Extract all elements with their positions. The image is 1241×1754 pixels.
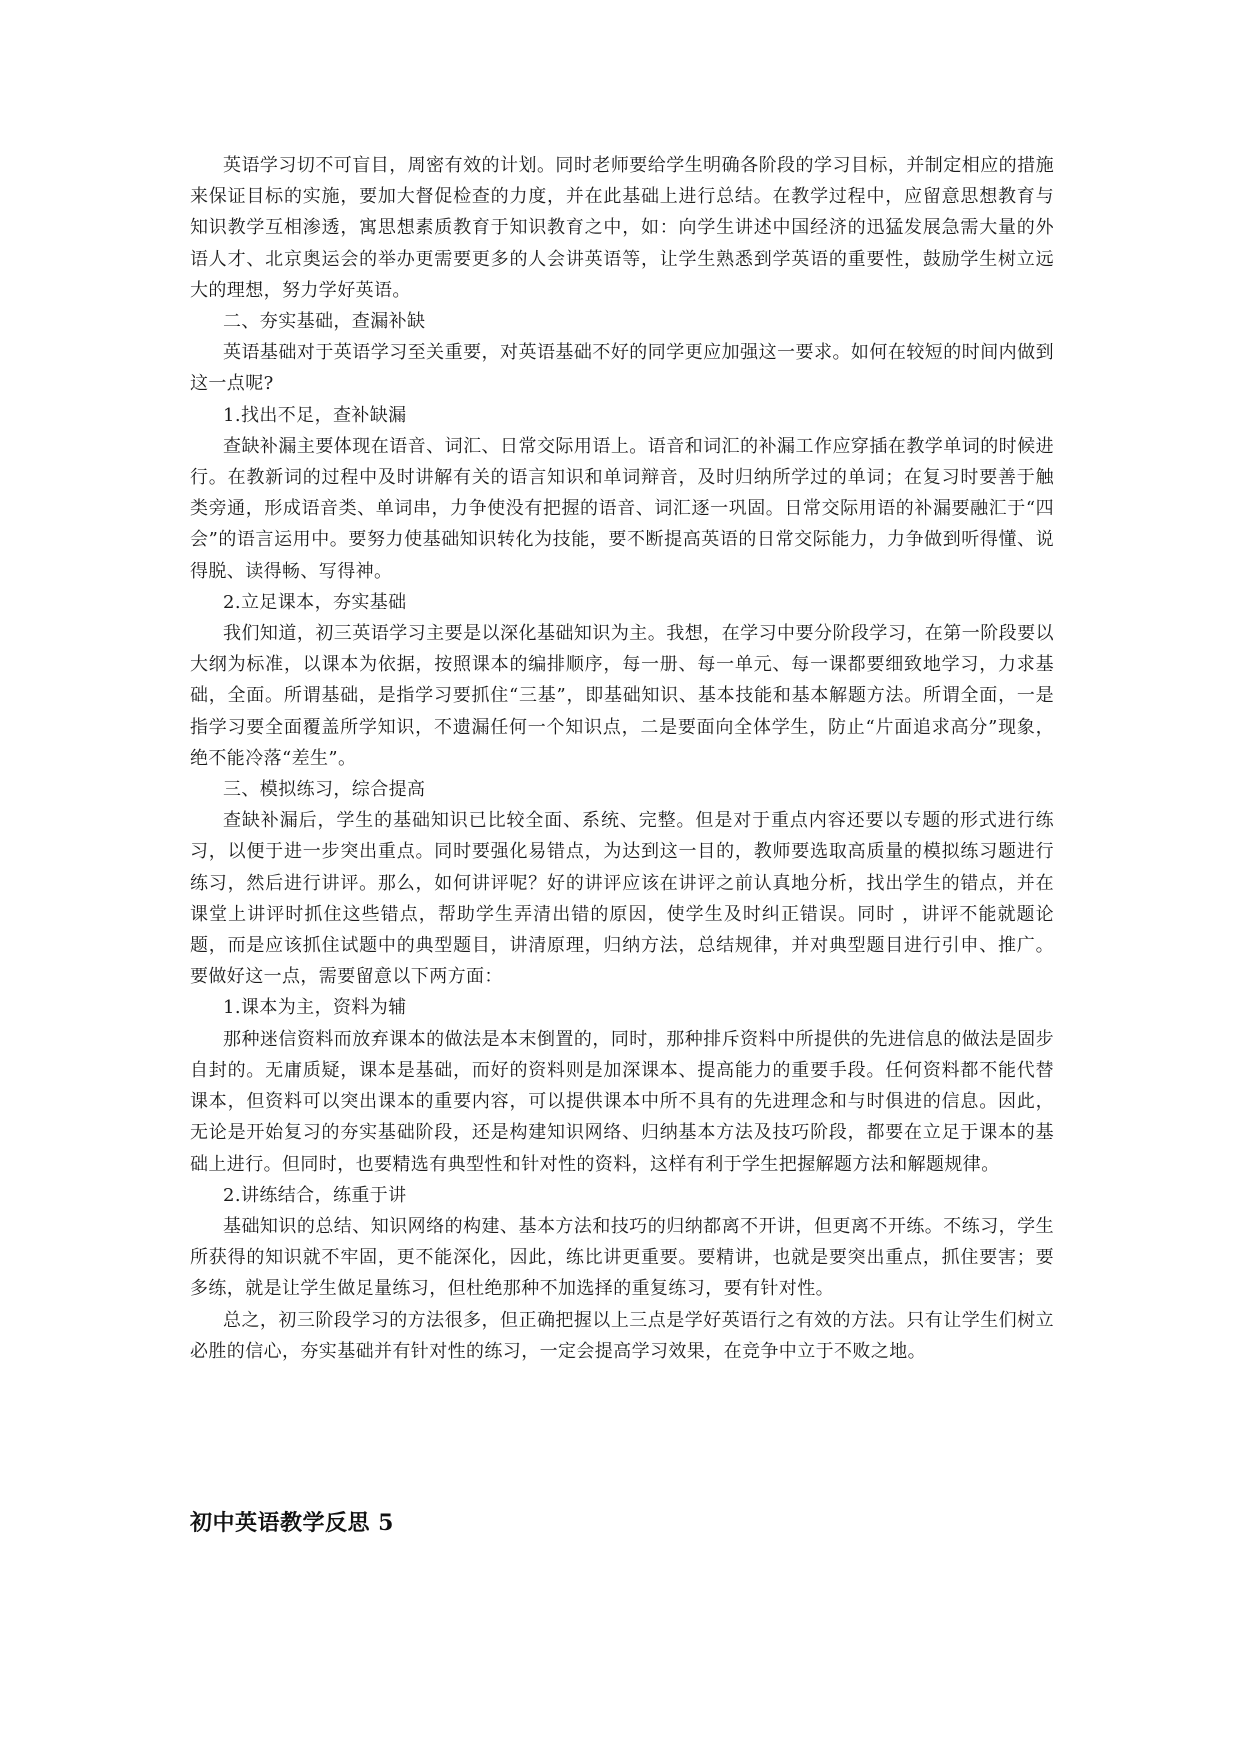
section-heading-foundation: 二、夯实基础，查漏补缺 <box>223 311 426 333</box>
document-body <box>190 150 1054 1367</box>
paragraph-practice: 查缺补漏后，学生的基础知识已比较全面、系统、完整。但是对于重点内容还要以专题的形式进行练习，以便于进一步突出重点。同时要强化易错点，为达到这一目的，教师要选取高质量的模拟练习题进行练习，然后进行讲评。那么，如何讲评呢？好的讲评应该在讲评之前认真地分析，找出学生的错点，并在课堂上讲评时抓住这些错点，帮助学生弄清出错的原因，使学生及时纠正错误。同时 ，讲评不能就题论题，而是应该抓住试题中的典型题目，讲清原理，归纳方法，总结规律，并对典型题目进行引申、推广。要做好这一点，需要留意以下两方面： <box>190 810 1054 988</box>
next-section-title: 初中英语教学反思 5 <box>190 1510 394 1536</box>
paragraph-plan: 英语学习切不可盲目，周密有效的计划。同时老师要给学生明确各阶段的学习目标，并制定相应的措施来保证目标的实施，要加大督促检查的力度，并在此基础上进行总结。在教学过程中，应留意思想教育与知识教学互相渗透，寓思想素质教育于知识教育之中，如：向学生讲述中国经济的迅猛发展急需大量的外语人才、北京奥运会的举办更需要更多的人会讲英语等，让学生熟悉到学英语的重要性，鼓励学生树立远大的理想，努力学好英语。 <box>190 155 1054 301</box>
paragraph-lecture-practice: 基础知识的总结、知识网络的构建、基本方法和技巧的归纳都离不开讲，但更离不开练。不练习，学生所获得的知识就不牢固，更不能深化，因此，练比讲更重要。要精讲，也就是要突出重点，抓住要害；要多练，就是让学生做足量练习，但杜绝那种不加选择的重复练习，要有针对性。 <box>190 1215 1054 1300</box>
section-heading-practice: 三、模拟练习，综合提高 <box>223 779 426 801</box>
paragraph-find-gaps: 查缺补漏主要体现在语音、词汇、日常交际用语上。语音和词汇的补漏工作应穿插在教学单词的时候进行。在教新词的过程中及时讲解有关的语言知识和单词辩音，及时归纳所学过的单词；在复习时要善于触类旁通，形成语音类、单词串，力争使没有把握的语音、词汇逐一巩固。日常交际用语的补漏要融汇于“四会”的语言运用中。要努力使基础知识转化为技能，要不断提高英语的日常交际能力，力争做到听得懂、说得脱、读得畅、写得神。 <box>190 435 1054 582</box>
paragraph-foundation-intro: 英语基础对于英语学习至关重要，对英语基础不好的同学更应加强这一要求。如何在较短的时间内做到这一点呢? <box>190 342 1054 395</box>
subheading-textbook: 2.立足课本，夯实基础 <box>223 591 407 613</box>
subheading-find-gaps: 1.找出不足，查补缺漏 <box>223 404 407 426</box>
subheading-lecture-practice: 2.讲练结合，练重于讲 <box>223 1184 407 1206</box>
subheading-materials: 1.课本为主，资料为辅 <box>223 997 407 1019</box>
paragraph-materials: 那种迷信资料而放弃课本的做法是本末倒置的，同时，那种排斥资料中所提供的先进信息的做法是固步自封的。无庸质疑，课本是基础，而好的资料则是加深课本、提高能力的重要手段。任何资料都不能代替课本，但资料可以突出课本的重要内容，可以提供课本中所不具有的先进理念和与时俱进的信息。因此，无论是开始复习的夯实基础阶段，还是构建知识网络、归纳基本方法及技巧阶段，都要在立足于课本的基础上进行。但同时，也要精选有典型性和针对性的资料，这样有利于学生把握解题方法和解题规律。 <box>190 1028 1054 1175</box>
paragraph-textbook: 我们知道，初三英语学习主要是以深化基础知识为主。我想，在学习中要分阶段学习，在第一阶段要以大纲为标准，以课本为依据，按照课本的编排顺序，每一册、每一单元、每一课都要细致地学习，力求基础，全面。所谓基础，是指学习要抓住“三基”，即基础知识、基本技能和基本解题方法。所谓全面，一是指学习要全面覆盖所学知识，不遗漏任何一个知识点，二是要面向全体学生，防止“片面追求高分”现象，绝不能冷落“差生”。 <box>190 623 1054 769</box>
paragraph-conclusion: 总之，初三阶段学习的方法很多，但正确把握以上三点是学好英语行之有效的方法。只有让学生们树立必胜的信心，夯实基础并有针对性的练习，一定会提高学习效果，在竞争中立于不败之地。 <box>190 1309 1054 1362</box>
